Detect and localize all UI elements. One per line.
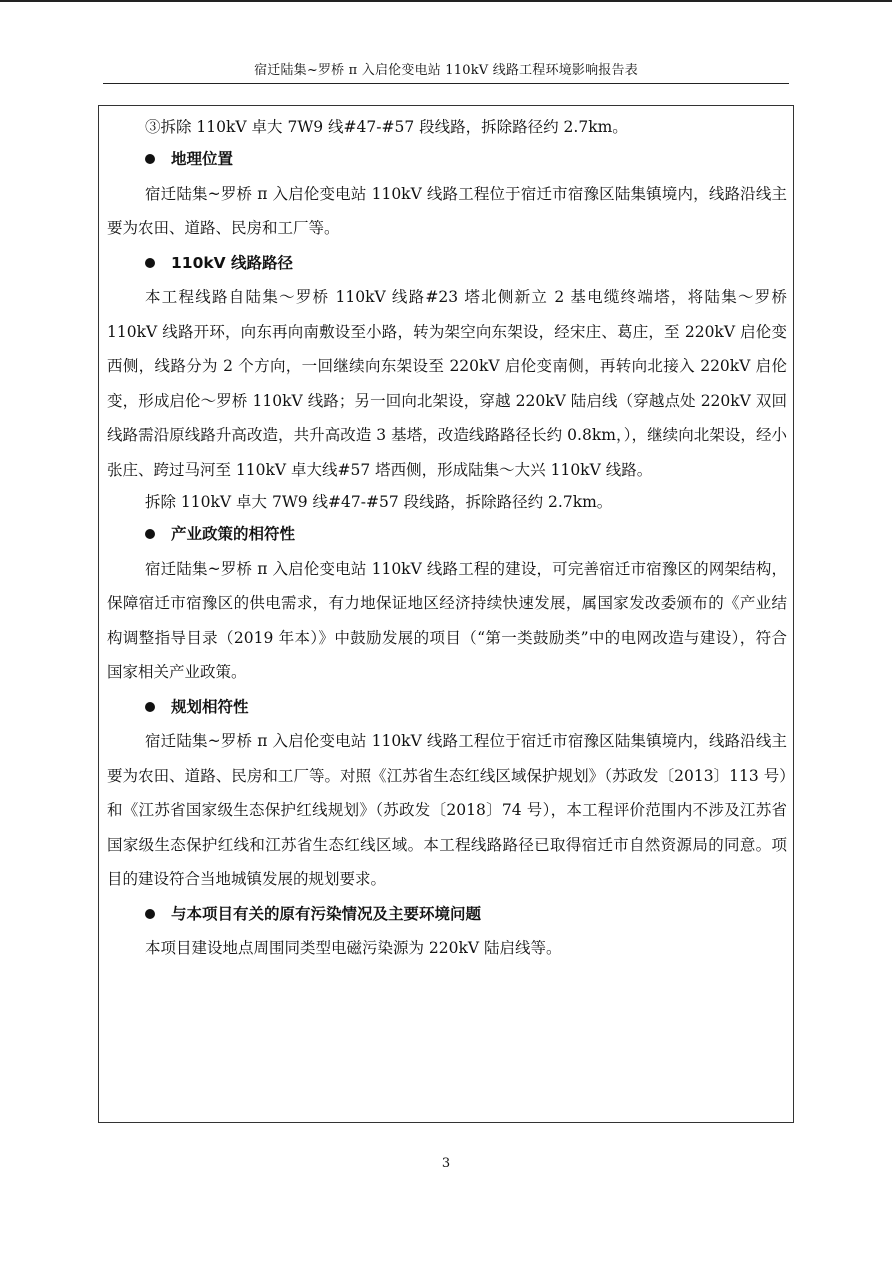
section-heading-text: 规划相符性 xyxy=(171,697,249,716)
paragraph-pollution: 本项目建设地点周围同类型电磁污染源为 220kV 陆启线等。 xyxy=(145,939,562,957)
header-divider xyxy=(103,83,789,84)
item-3-text: ③拆除 110kV 卓大 7W9 线#47-#57 段线路，拆除路径约 2.7km。 xyxy=(145,118,628,136)
section-heading-text: 地理位置 xyxy=(171,150,234,168)
paragraph-route: 本工程线路自陆集～罗桥 110kV 线路#23 塔北侧新立 2 基电缆终端塔，将陆集～罗桥 110kV 线路开环，向东再向南敷设至小路，转为架空向东架设，经宋庄、葛庄，至 220kV 启伦变西侧，线路分为 2 个方向，一回继续向东架设至 220kV 启伦变南侧，再转向北接入 220kV 启伦变，形成启伦～罗桥 110kV 线路；另一回向北架设，穿越 220kV 陆启线（穿越点处 220kV 双回线路需沿原线路升高改造，共升高改造 3 基塔，改造线路路径长约 0.8km，），继续向北架设，经小张庄、跨过马河至 110kV 卓大线#57 塔西侧，形成陆集～大兴 110kV 线路。 xyxy=(107,288,787,479)
report-header-title: 宿迁陆集~罗桥 π 入启伦变电站 110kV 线路工程环境影响报告表 xyxy=(254,63,638,78)
section-heading-industry-policy xyxy=(107,517,787,552)
section-heading-route xyxy=(107,246,787,281)
bullet-icon xyxy=(145,154,155,164)
bullet-icon xyxy=(145,258,155,268)
section-heading-planning xyxy=(107,690,787,725)
content-table-cell xyxy=(98,105,794,1123)
page-number: 3 xyxy=(441,1156,451,1171)
section-heading-text: 与本项目有关的原有污染情况及主要环境问题 xyxy=(171,904,482,923)
section-heading-pollution xyxy=(107,897,787,932)
paragraph-industry-policy: 宿迁陆集~罗桥 π 入启伦变电站 110kV 线路工程的建设，可完善宿迁市宿豫区的网架结构，保障宿迁市宿豫区的供电需求，有力地保证地区经济持续快速发展，属国家发改委颁布的《产业结构调整指导目录（2019 年本）》中鼓励发展的项目（“第一类鼓励类”中的电网改造与建设），符合国家相关产业政策。 xyxy=(107,559,787,681)
section-heading-text: 产业政策的相符性 xyxy=(171,525,296,543)
bullet-icon xyxy=(145,529,155,539)
section-heading-text: 110kV 线路路径 xyxy=(171,253,294,272)
section-heading-location xyxy=(107,142,787,177)
paragraph-planning: 宿迁陆集~罗桥 π 入启伦变电站 110kV 线路工程位于宿迁市宿豫区陆集镇境内，线路沿线主要为农田、道路、民房和工厂等。对照《江苏省生态红线区域保护规划》（苏政发〔2013〕113 号）和《江苏省国家级生态保护红线规划》（苏政发〔2018〕74 号），本工程评价范围内不涉及江苏省国家级生态保护红线和江苏省生态红线区域。本工程线路路径已取得宿迁市自然资源局的同意。项目的建设符合当地城镇发展的规划要求。 xyxy=(107,732,787,888)
paragraph-removal: 拆除 110kV 卓大 7W9 线#47-#57 段线路，拆除路径约 2.7km。 xyxy=(145,493,613,511)
paragraph-location: 宿迁陆集~罗桥 π 入启伦变电站 110kV 线路工程位于宿迁市宿豫区陆集镇境内，线路沿线主要为农田、道路、民房和工厂等。 xyxy=(107,184,787,237)
bullet-icon xyxy=(145,909,155,919)
content-body xyxy=(107,112,787,966)
page-top-border xyxy=(0,0,892,2)
bullet-icon xyxy=(145,702,155,712)
